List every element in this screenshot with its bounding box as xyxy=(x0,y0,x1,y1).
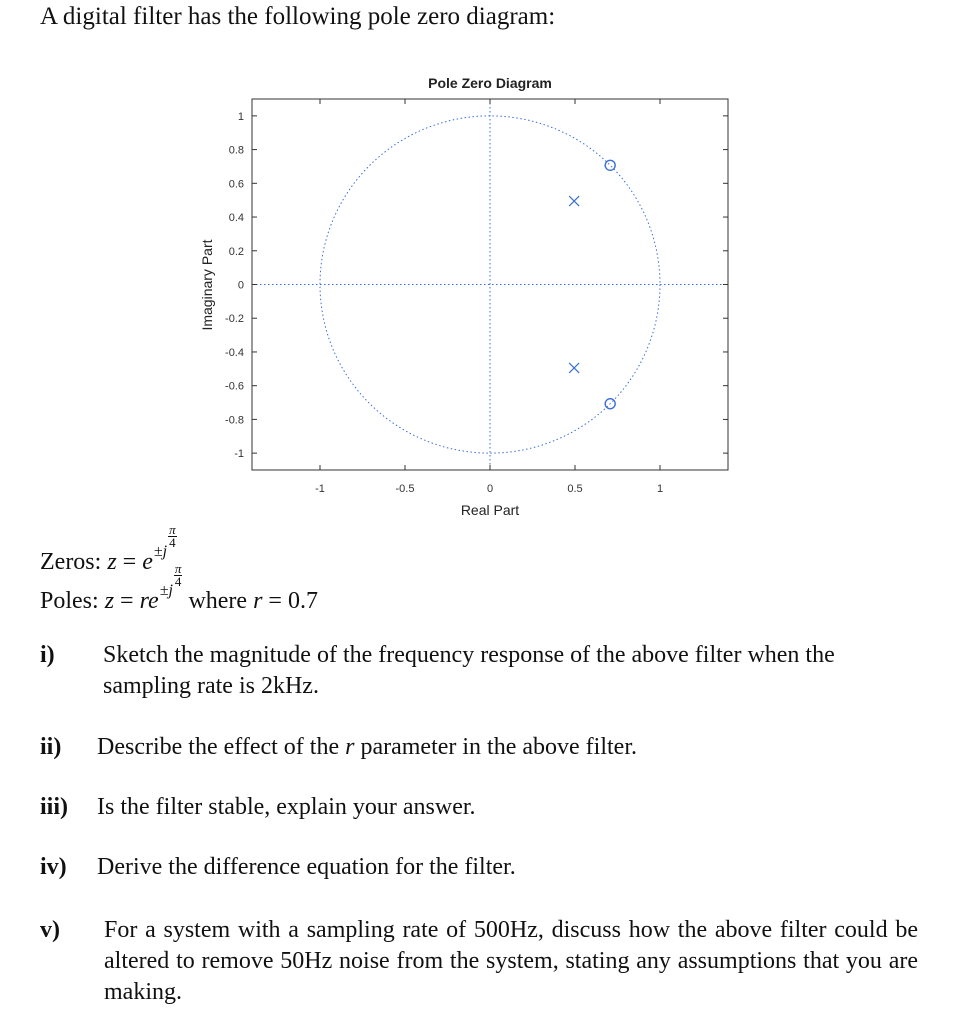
poles-var-r: r xyxy=(253,588,263,614)
x-tick-label: -1 xyxy=(315,483,325,495)
zeros-var-z: z xyxy=(107,549,117,575)
poles-where: where xyxy=(182,588,254,614)
zeros-equation xyxy=(40,522,177,579)
poles-r-value: = 0.7 xyxy=(262,588,318,614)
question-iv xyxy=(0,852,972,883)
y-tick-label: 1 xyxy=(237,110,244,123)
question-i xyxy=(0,640,972,702)
question-iii xyxy=(0,792,972,823)
y-tick-label: -1 xyxy=(234,448,244,461)
x-tick-label: -0.5 xyxy=(395,483,415,495)
zeros-exponent-prefix: ±j xyxy=(153,543,168,560)
question-ii-var-r: r xyxy=(345,734,355,760)
poles-exponent-fraction xyxy=(174,563,183,588)
question-ii-text-before: Describe the effect of the xyxy=(97,734,346,760)
intro-text: A digital filter has the following pole zero diagram: xyxy=(40,3,556,30)
zeros-label: Zeros: xyxy=(40,549,108,575)
chart-ylabel: Imaginary Part xyxy=(199,239,215,331)
y-tick-label: -0.6 xyxy=(225,380,244,393)
question-ii xyxy=(0,732,972,763)
y-tick-label: 0.6 xyxy=(228,178,244,191)
chart-xlabel: Real Part xyxy=(460,502,520,518)
question-v-text: For a system with a sampling rate of 500Hz, discuss how the above filter could be altered to remove 50Hz noise from the system, stating any assumptions that you are making. xyxy=(104,917,918,1005)
question-iv-label: iv) xyxy=(40,854,67,880)
poles-var-z: z xyxy=(104,588,115,614)
y-tick-label: -0.4 xyxy=(225,346,244,359)
chart-title: Pole Zero Diagram xyxy=(428,75,552,91)
question-ii-text-after: parameter in the above filter. xyxy=(354,734,637,760)
question-iv-text: Derive the difference equation for the filter. xyxy=(97,854,516,880)
zeros-exponent-denominator: 4 xyxy=(169,535,176,550)
poles-exponent-denominator: 4 xyxy=(174,574,182,589)
x-tick-label: 0 xyxy=(486,483,494,495)
y-tick-label: 0.4 xyxy=(228,212,244,225)
x-tick-label: 1 xyxy=(656,483,664,495)
y-tick-label: 0.2 xyxy=(228,245,244,258)
zeros-exponent xyxy=(153,522,177,560)
y-tick-label: 0 xyxy=(237,279,244,292)
y-tick-label: -0.2 xyxy=(225,313,244,326)
poles-exponent-prefix: ±j xyxy=(159,582,173,599)
poles-equals: = xyxy=(114,588,140,614)
zeros-exponent-fraction xyxy=(168,524,177,549)
question-i-text: Sketch the magnitude of the frequency response of the above filter when the sampling rate is 2kHz. xyxy=(103,642,835,699)
y-tick-label: -0.8 xyxy=(225,414,244,427)
question-iii-text: Is the filter stable, explain your answer. xyxy=(97,794,476,820)
y-tick-label: 0.8 xyxy=(228,144,244,157)
zeros-equals: = xyxy=(116,549,143,575)
question-ii-text xyxy=(97,732,917,763)
zeros-base: e xyxy=(142,549,153,575)
question-v-label: v) xyxy=(40,917,60,943)
question-iii-label: iii) xyxy=(40,794,68,820)
x-tick-label: 0.5 xyxy=(567,483,583,495)
poles-base: re xyxy=(139,588,159,614)
question-v xyxy=(0,915,972,1008)
poles-exponent-numerator: π xyxy=(174,561,182,576)
poles-label: Poles: xyxy=(40,588,105,614)
poles-exponent xyxy=(159,561,183,599)
zeros-exponent-numerator: π xyxy=(169,522,176,537)
question-ii-label: ii) xyxy=(40,734,62,760)
question-i-label: i) xyxy=(40,642,55,668)
